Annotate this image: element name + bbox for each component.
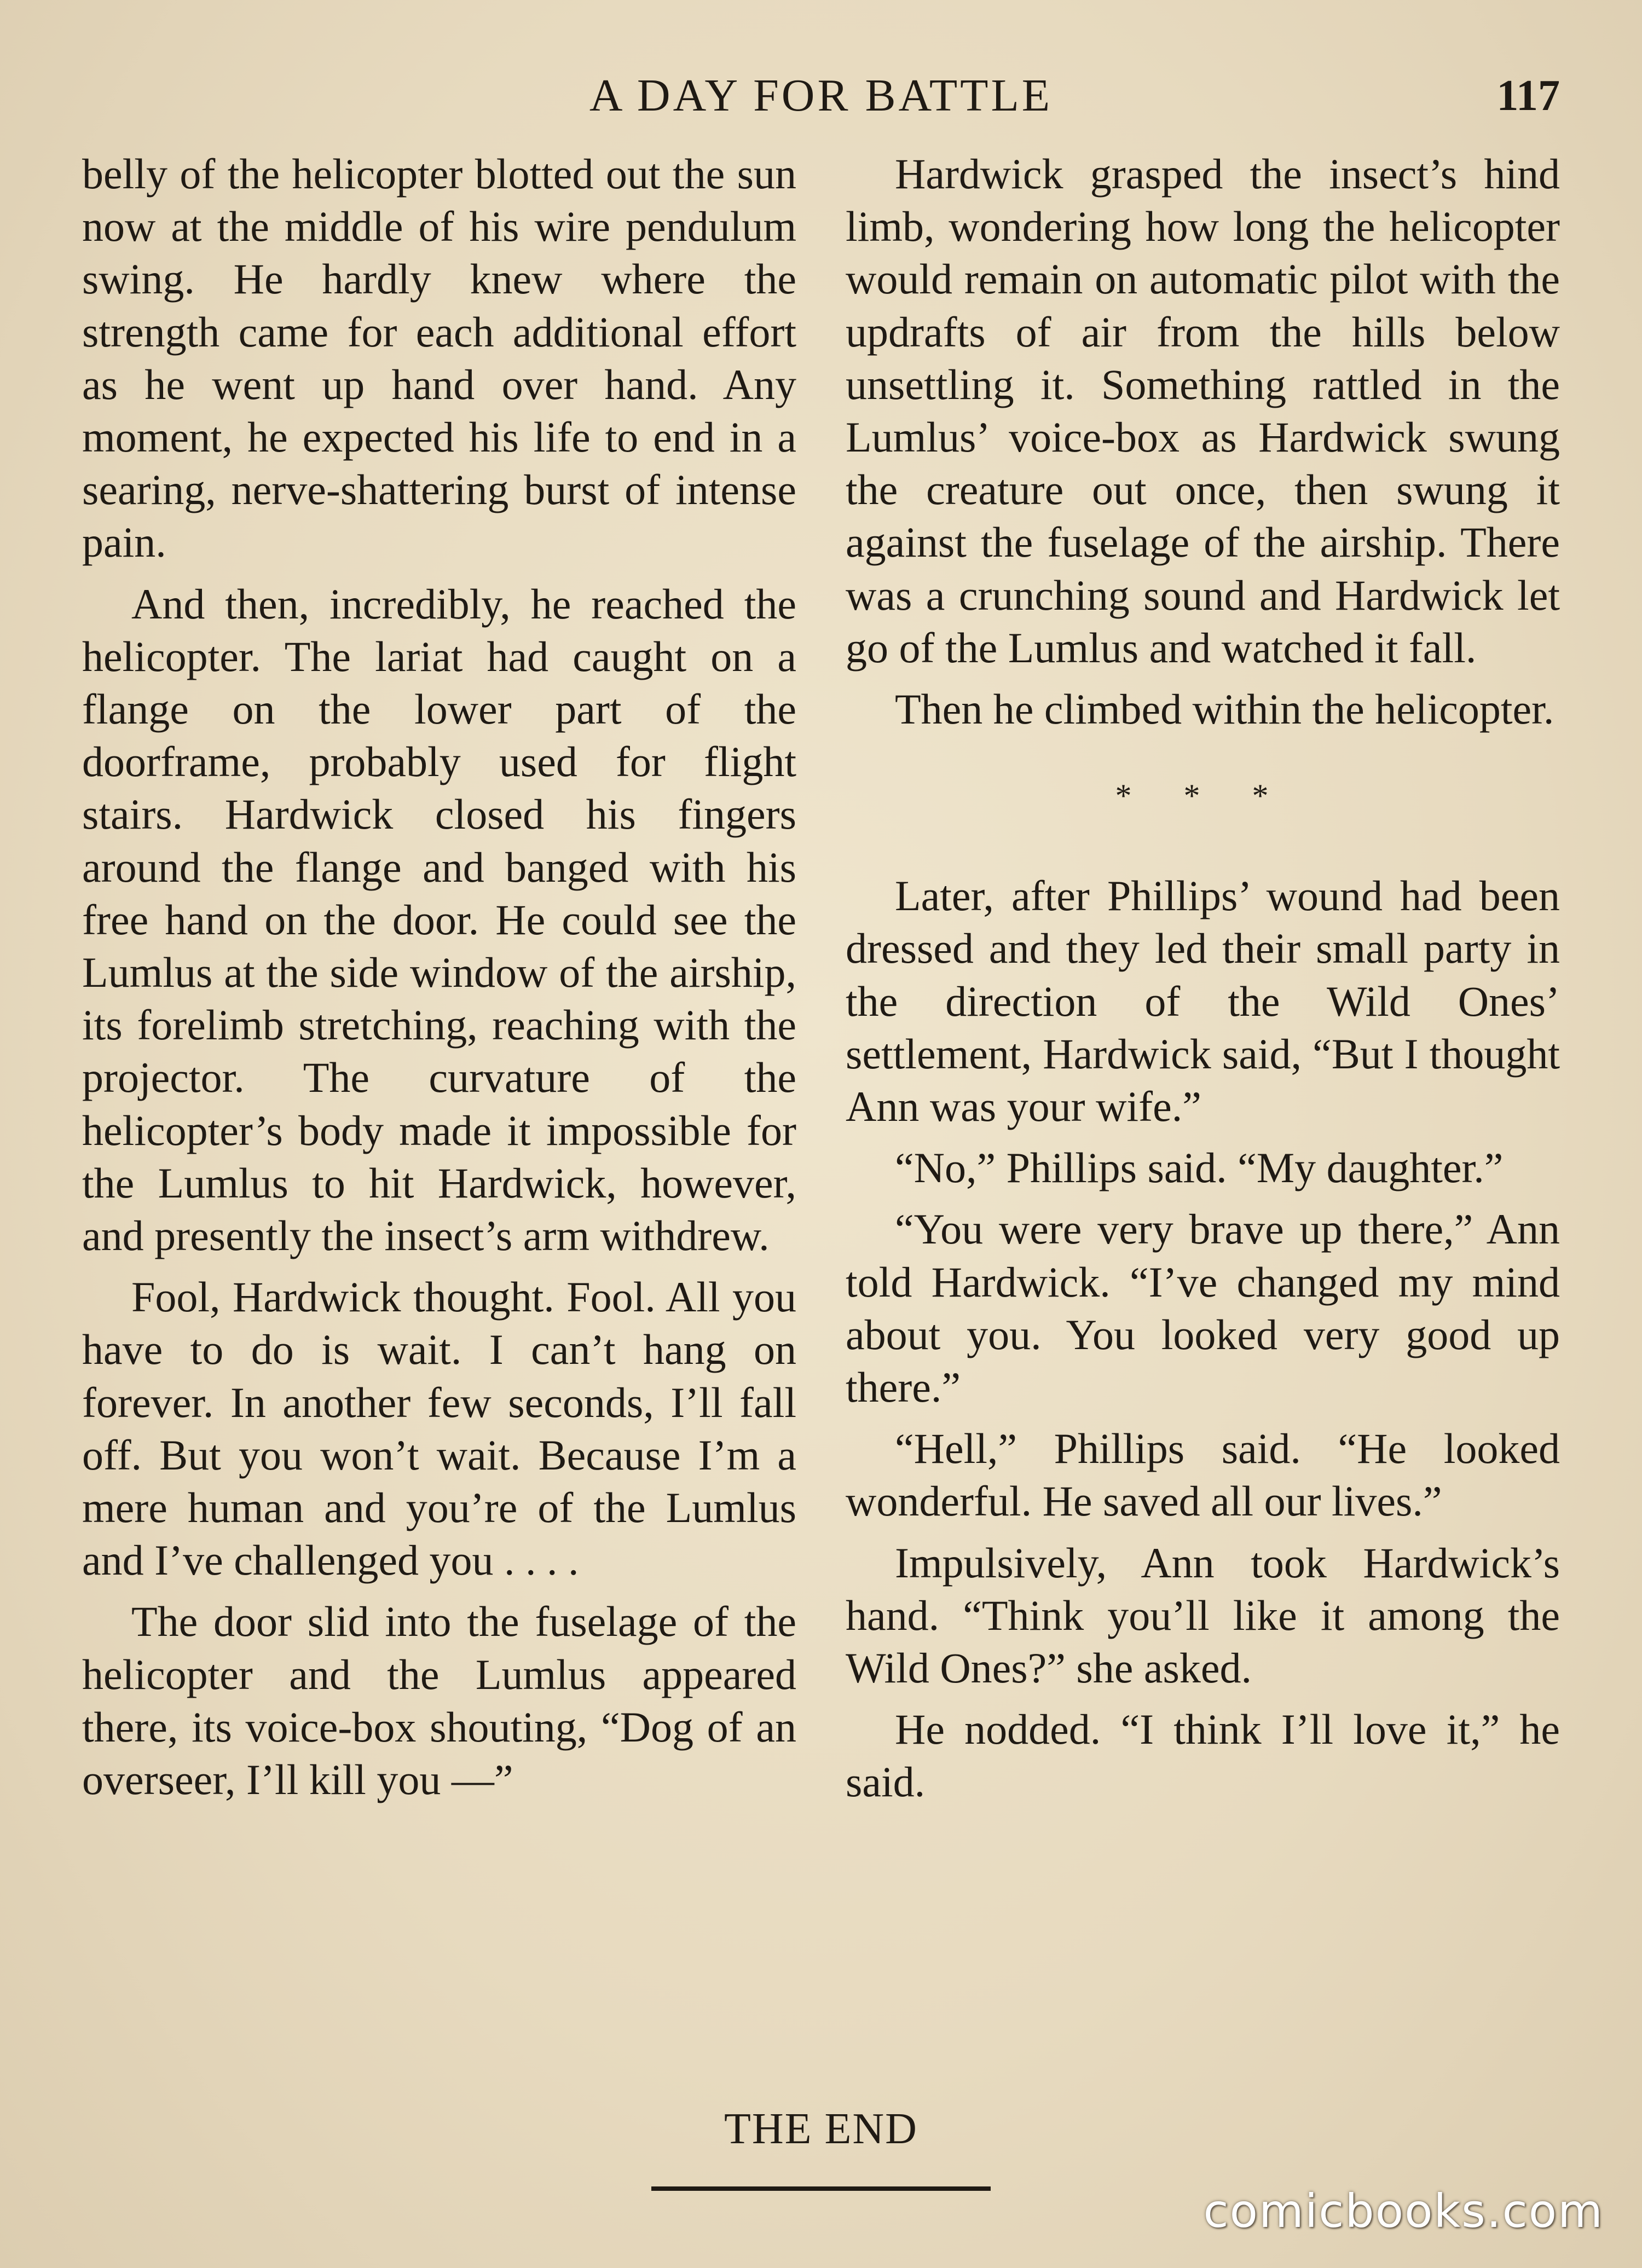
paragraph: Fool, Hardwick thought. Fool. All you have to do is wait. I can’t hang on forever. In another few seconds, I’ll fall off. But you won’t wait. Because I’m a mere human and you’re of the Lumlus and I’ve challenged you . . . . <box>82 1273 796 1584</box>
page-number: 117 <box>1496 72 1560 120</box>
paragraph: “Hell,” Phillips said. “He looked wonderful. He saved all our lives.” <box>846 1425 1560 1525</box>
end-block <box>0 2102 1642 2191</box>
running-title: A DAY FOR BATTLE <box>589 70 1053 121</box>
paragraph: Impulsively, Ann took Hardwick’s hand. “Think you’ll like it among the Wild Ones?” she asked. <box>846 1538 1560 1692</box>
paragraph: Later, after Phillips’ wound had been dressed and they led their small party in the direction of the Wild Ones’ settlement, Hardwick said, “But I thought Ann was your wife.” <box>846 872 1560 1131</box>
paragraph: And then, incredibly, he reached the helicopter. The lariat had caught on a flange on the lower part of the doorframe, probably used for flight stairs. Hardwick closed his fingers around the flange and banged with his free hand on the door. He could see the Lumlus at the side window of the airship, its forelimb stretching, reaching with the projector. The curvature of the helicopter’s body made it impossible for the Lumlus to hit Hardwick, however, and presently the insect’s arm withdrew. <box>82 580 796 1260</box>
left-column <box>82 148 796 1815</box>
paragraph: He nodded. “I think I’ll love it,” he said. <box>846 1705 1560 1806</box>
paragraph: “No,” Phillips said. “My daughter.” <box>895 1144 1504 1192</box>
paragraph: “You were very brave up there,” Ann told Hardwick. “I’ve changed my mind about you. You looked very good up there.” <box>846 1205 1560 1411</box>
paragraph: The door slid into the fuselage of the helicopter and the Lumlus appeared there, its voice-box shouting, “Dog of an overseer, I’ll kill you —” <box>82 1598 796 1804</box>
paragraph: belly of the helicopter blotted out the sun now at the middle of his wire pendulum swing. He hardly knew where the strength came for each additional effort as he went up hand over hand. Any moment, he expected his life to end in a searing, nerve-shattering burst of intense pain. <box>82 150 796 566</box>
page-header <box>0 66 1642 126</box>
paragraph: Hardwick grasped the insect’s hind limb, wondering how long the helicopter would remain on automatic pilot with the updrafts of air from the hills below unsettling it. Something rattled in the Lumlus’ voice-box as Hardwick swung the creature out once, then swung it against the fuselage of the airship. There was a crunching sound and Hardwick let go of the Lumlus and watched it fall. <box>846 150 1560 672</box>
end-rule <box>651 2186 991 2191</box>
the-end-label: THE END <box>724 2105 918 2153</box>
section-break-ornament: * * * <box>1115 778 1291 814</box>
paragraph: Then he climbed within the helicopter. <box>895 685 1554 733</box>
right-column <box>846 148 1560 1818</box>
watermark: comicbooks.com <box>1203 2184 1604 2238</box>
